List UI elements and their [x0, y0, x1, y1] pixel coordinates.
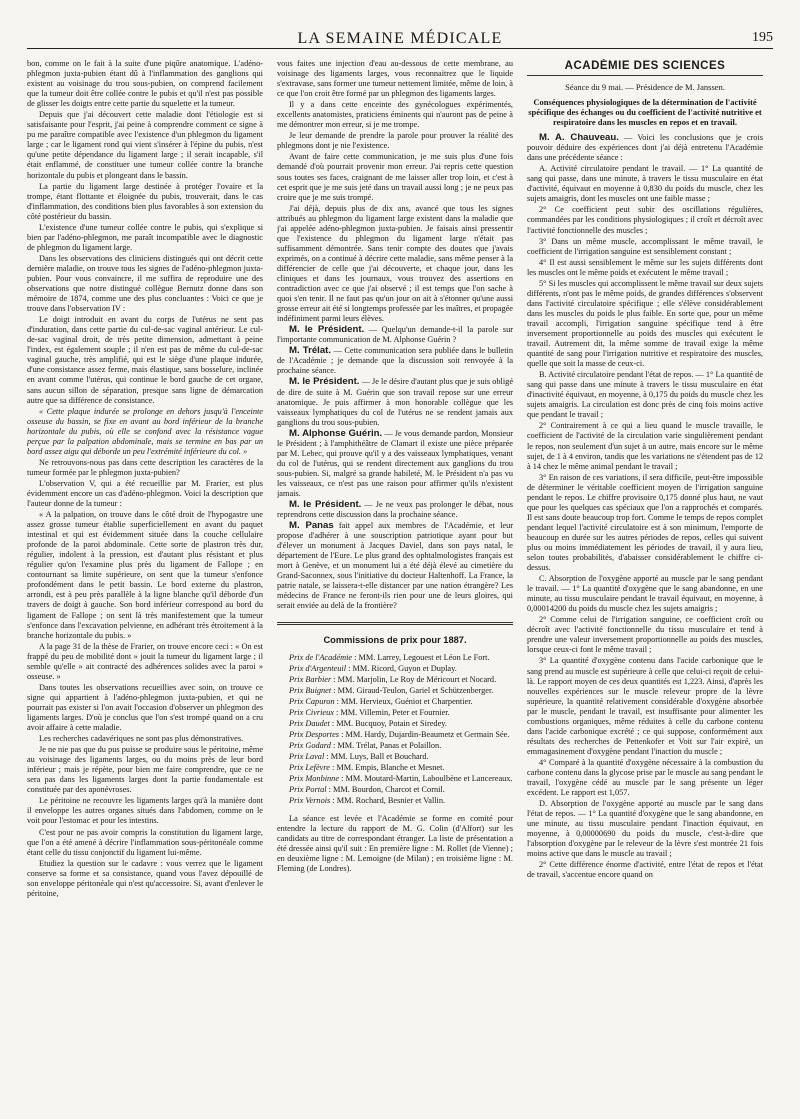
page: [27, 28, 773, 1119]
section-title: ACADÉMIE DES SCIENCES: [564, 60, 726, 72]
prize-members: : MM. Luys, Ball et Bouchard.: [324, 752, 429, 761]
speaker-name: M. le Président.: [289, 376, 360, 388]
prize-entry: [277, 785, 513, 795]
paragraph: Le doigt introduit en avant du corps de l'utérus ne sent pas d'induration, dans cette partie du cul-de-sac vaginal antérieur. Le cul-de-sac vaginal droit, de très petite dimension, admettant à peine l'index, est également souple ; il n'en est pas de même du cul-de-sac vaginal gauche, très amplifié, qui est le siège d'une plaque indurée, d'une consistance assez ferme, mais élastique, sans bosselure, inclinée en avant comme l'utérus, qui continue le bord gauche de cet organe, sans aucun sillon de séparation, presque sans ligne de démarcation autre que sa différence de consistance.: [27, 315, 263, 405]
speech-text: — Je vous demande pardon, Monsieur le Président ; à l'amphithéâtre de Clamart il existe une pièce préparée par M. Lebec, qui prouve qu'il y a des vaisseaux lymphatiques, venant du col de l'utérus, qui se rendent directement aux ganglions du trou sous-pubien. Si, malgré sa grande habileté, M. le Président n'a pas vu les vaisseaux, ce n'est pas une raison pour affirmer qu'ils n'existent jamais.: [277, 428, 513, 498]
prize-entry: [277, 763, 513, 773]
section-divider: [277, 622, 513, 625]
section-title-rule: [527, 75, 763, 76]
intro-text: — Voici les conclusions que je crois pouvoir déduire des expériences dont j'ai déjà entretenu l'Académie dans une précédente séance :: [527, 133, 763, 163]
prize-entry: [277, 653, 513, 663]
prize-name: Prix Desportes: [289, 729, 340, 739]
paragraph: Je ne nie pas que du pus puisse se produire sous le péritoine, même au voisinage des ligaments larges, ou du moins près de leur bord inférieur ; mais je répète, pour bien me faire comprendre, que ce ne sera pas dans les ligaments larges dont la partie fondamentale est constituée par des aponévroses.: [27, 745, 263, 795]
speaker-name: M. le Président.: [289, 499, 362, 511]
prize-entry: [277, 796, 513, 806]
columns: [27, 59, 773, 1119]
speaker-name: M. Alphonse Guérin.: [289, 427, 383, 439]
speech-text: — Cette communication sera publiée dans le bulletin de l'Académie ; je demande que la discussion soit renvoyée à la prochaine séance.: [277, 346, 513, 376]
prize-entry: [277, 697, 513, 707]
conclusion-paragraph: 2° Cette différence énorme d'activité, entre l'état de repos et l'état de travail, s'accentue encore quand on: [527, 860, 763, 880]
paragraph: Il y a dans cette enceinte des gynécologues expérimentés, excellents anatomistes, praticiens éminents qui n'auront pas de peine à me démontrer mon erreur, si je me trompe.: [277, 100, 513, 130]
paragraph: Je leur demande de prendre la parole pour prouver la réalité des phlegmons dont je nie l'existence.: [277, 131, 513, 151]
conclusion-paragraph: 4° Il est aussi sensiblement le même sur les sujets différents dont les muscles ont le même poids et exécutent le même travail ;: [527, 257, 763, 277]
speaker-name: M. Panas: [289, 520, 334, 532]
prize-entry: [277, 719, 513, 729]
prize-name: Prix d'Argenteuil: [289, 663, 346, 673]
paragraph: Depuis que j'ai découvert cette maladie dont l'étiologie est si satisfaisante pour l'esprit, j'ai peine à comprendre comment ce signe à pu me paraître compatible avec l'existence d'un phlegmon du ligament large ; car le ligament rond qui vient s'insérer à l'épine du pubis, n'est qu'une petite dépendance du ligament large ; il serait incapable, s'il était enflammé, de constituer une tumeur collée contre la branche horizontale du pubis et plongeant dans le bassin.: [27, 110, 263, 180]
prize-entry: [277, 664, 513, 674]
speech-text: fait appel aux membres de l'Académie, et leur propose d'adhérer à une souscription patriotique ayant pour but d'élever un monument à Jacques Daviel, dans son pays natal, le département de l'Eure. Le plus grand des ophtalmologistes français est mort à Genève, et un monument lui a été déjà élevé au cimetière du Grand-Saconnex, sous l'initiative du docteur Haltenhoff. La France, la patrie natale, se laissera-t-elle distancer par une nation étrangère? Les médecins de France ne feront-ils rien pour une de leurs gloires, qui serait enviée au delà de la frontière?: [277, 521, 513, 611]
paragraph: Les recherches cadavériques ne sont pas plus démonstratives.: [39, 734, 244, 744]
conclusion-paragraph: 5° Si les muscles qui accomplissent le même travail sur deux sujets différents, n'ont pas le même poids, de grandes différences s'observent dans l'activité circulatoire spécifique ; elle s'élève considérablement dans les muscles du poids le plus faible. En sorte que, pour un même travail accompli, l'irrigation sanguine spécifique tend à être inversement proportionnelle au poids des muscles qui exécutent le travail. Autrement dit, la même somme de travail exige la même quantité de sang pour l'irrigation nutritive et respiratoire des muscles, quelle que soit la masse de ceux-ci.: [527, 278, 763, 369]
prize-members: : MM. Hervieux, Guéniot et Charpentier.: [334, 696, 473, 706]
paragraph: Dans les observations des cliniciens distingués qui ont décrit cette dernière maladie, on trouve tous les signes de l'adéno-phlegmon juxta-pubien. Pour vous convaincre, il me suffira de reproduire une des observations que notre distingué collègue Bernutz donne dans son mémoire de 1874, comme une des plus concluantes : Voici ce que je trouve dans l'observation IV :: [27, 253, 263, 314]
speaker-name: M. A. Chauveau.: [539, 132, 619, 144]
paragraph: Dans toutes les observations recueillies avec soin, on trouve ce signe qui appartient à l'adéno-phlegmon juxta-pubien, et qui ne pourrait pas exister si l'on avait l'occasion d'observer un phlegmon des ligaments larges. D'où je conclus que l'on s'est trompé quand on a cru avoir affaire à cette maladie.: [27, 682, 263, 733]
prize-name: Prix Laval: [289, 752, 325, 761]
prize-members: : MM. Rochard, Besnier et Vallin.: [330, 796, 446, 806]
debate-entry: [277, 377, 513, 427]
prize-name: Prix Capuron: [289, 696, 335, 706]
speech-text: — Quelqu'un demande-t-il la parole sur l'importante communication de M. Alphonse Guérin ?: [277, 325, 513, 345]
paragraph: Ne retrouvons-nous pas dans cette description les caractères de la tumeur formée par le phlegmon juxta-pubien?: [27, 457, 263, 477]
speaker-name: M. Trélat.: [289, 345, 332, 357]
paragraph: A la page 31 de la thèse de Frarier, on trouve encore ceci : « On est frappé du peu de mobilité dont » jouit la tumeur du ligament large ; il semble qu'elle » ait contracté des adhérences solides avec la paroi » osseuse. »: [27, 641, 263, 681]
page-number: 195: [752, 30, 773, 45]
prize-name: Prix Buignet: [289, 685, 332, 695]
paragraph: C'est pour ne pas avoir compris la constitution du ligament large, que l'on a été amené à décrire l'inflammation sous-péritonéale comme étant celle du tissu conjonctif du ligament lui-même.: [27, 827, 263, 857]
prize-entry: [277, 686, 513, 696]
prize-entry: [277, 741, 513, 751]
prize-entry: [277, 708, 513, 718]
conclusion-paragraph: A. Activité circulatoire pendant le travail. — 1° La quantité de sang qui passe, dans une minute, à travers le tissu musculaire en état d'activité, équivaut en moyenne à 0,830 du poids du muscle, chez les sujets amaigris, dont les muscles ont une faible masse ;: [527, 164, 763, 204]
journal-title: LA SEMAINE MÉDICALE: [297, 30, 503, 47]
conclusion-paragraph: D. Absorption de l'oxygène apporté au muscle par le sang dans l'état de repos. — 1° La quantité d'oxygène que le sang abandonne, en une minute, au tissu musculaire pendant l'inaction équivaut, en moyenne, à 0,00000690 du poids du muscle, c'est-à-dire que l'absorption d'oxygène par le releveur de la lèvre s'est montrée 21 fois moins active que dans le muscle au travail ;: [527, 799, 763, 859]
column-3: [527, 59, 763, 1119]
conclusion-paragraph: 4° Comparé à la quantité d'oxygène nécessaire à la combustion du carbone contenu dans la glycose prise par le muscle au sang pendant le travail, l'oxygène cédé au muscle par le sang présente un léger excédent. Le rapport est 1,057.: [527, 757, 763, 798]
paragraph: vous faites une injection d'eau au-dessous de cette membrane, au voisinage des ligaments larges, vous reconnaitrez que le liquide s'extravase, sans former une tumeur nettement limitée, même de loin, à ce que l'on croit être formé par un phlegmon des ligaments larges.: [277, 59, 513, 99]
debate: [277, 325, 513, 611]
prize-members: : MM. Empis, Blanche et Mesnet.: [329, 763, 445, 773]
prize-members: : MM. Hardy, Dujardin-Beaumetz et Germain Sée.: [339, 729, 510, 739]
paragraph: Le péritoine ne recouvre les ligaments larges qu'à la manière dont il enveloppe les autres organes situés dans l'abdomen, comme on le voit pour l'estomac et pour les intestins.: [27, 796, 263, 826]
prize-members: : MM. Bourdon, Charcot et Cornil.: [326, 785, 445, 795]
prize-name: Prix Monbinne: [289, 774, 340, 784]
column-1: [27, 59, 263, 1119]
prize-entry: [277, 752, 513, 762]
paragraph: La partie du ligament large destinée à protéger l'ovaire et la trompe, étant flottante et éloignée du pubis, trouverait, dans le cas d'inflammation, des conditions bien plus favorables à son extension du côté postérieur du bassin.: [27, 181, 263, 221]
article-title: Conséquences physiologiques de la détermination de l'activité spécifique des échanges ou du coefficient de l'activité nutritive et respiratoire dans les muscles en repos et en travail.: [528, 97, 762, 128]
prize-name: Prix Barbier: [289, 674, 332, 684]
conclusion-paragraph: 3° La quantité d'oxygène contenu dans l'acide carbonique que le sang prend au muscle est supérieure à celle que celui-ci reçoit de celui-là. Le rapport moyen de ces deux quantités est 1,223. Ainsi, d'après les nouvelles expériences sur le muscle releveur propre de la lèvre supérieure, la quantité relativement considérable d'oxygène absorbée par le muscle, pendant le travail, est insuffisante pour alimenter les combustions organiques, même réduites à celle du carbone contenu dans l'acide carbonique excrété ; ce qui suppose, conformément aux résultats des recherches de Pettenkofer et Voit sur l'air expiré, un emmagasinement d'oxygène pendant l'inaction du muscle ;: [527, 656, 763, 756]
prize-members: : MM. Moutard-Martin, Laboulbène et Lancereaux.: [339, 774, 513, 784]
prize-name: Prix Vernois: [289, 796, 331, 806]
prize-name: Prix Civrieux: [289, 707, 334, 717]
speaker-name: M. le Président.: [289, 324, 365, 336]
prize-members: : MM. Ricord, Guyon et Duplay.: [346, 663, 457, 673]
paragraph: « A la palpation, on trouve dans le côté droit de l'hypogastre une assez grosse tumeur établie superficiellement en avant du paquet intestinal et qui est évidemment située dans la couche cellulaire profonde de la paroi abdominale. Cette sorte de plastron très dur, régulier, indolent à la pression, est d'autant plus résistant et plus régulier qu'on l'examine plus près du ligament de Fallope ; en contournant sa limite supérieure, on sent que la tumeur s'enfonce profondément dans le petit bassin. Le bord externe du plastron, arrondi, est à peu près parallèle à la ligne blanche qu'il déborde d'un travers de doigt à gauche. Son bord inférieur correspond au bord du ligament de Fallope ; on sent là très manifestement que la tumeur s'enfonce dans l'excavation pelvienne, en adhérant très étroitement à la branche horizontale du pubis. »: [27, 510, 263, 640]
commissions-title: Commissions de prix pour 1887.: [323, 634, 467, 645]
conclusion-paragraph: 2° Ce coefficient peut subir des oscillations régulières, commandées par les conditions physiologiques ; il croît et décroît avec l'activité fonctionnelle des muscles ;: [527, 205, 763, 235]
paragraph: Etudiez la question sur le cadavre : vous verrez que le ligament conserve sa forme et sa consistance, quand vous l'avez dépouillé de son enveloppe péritonéale qui n'est qu'accessoire. Si, avant d'enlever le péritoine,: [27, 858, 263, 898]
prize-list: [277, 653, 513, 807]
paragraph: « Cette plaque indurée se prolonge en dehors jusqu'à l'enceinte osseuse du bassin, se fixe en avant au bord inférieur de la branche horizontale du pubis, où elle se confond avec la résistance vague perçue par la palpation abdominale, mais se termine en bas par un bord assez aigu qui déborde un peu l'extrémité inférieure du col. »: [27, 406, 263, 456]
paragraph: L'existence d'une tumeur collée contre le pubis, qui s'explique si bien par l'adéno-phlegmon, me paraît incompatible avec le diagnostic de phlegmon du ligament large.: [27, 222, 263, 252]
paragraph: bon, comme on le fait à la suite d'une piqûre anatomique. L'adéno-phlegmon juxta-pubien étant dû à l'inflammation des ganglions qui existent au voisinage du trou sous-pubien, on comprend facilement que la tumeur doit être collée contre le pubis et qu'il n'est pas possible de glisser les doigts entre cette partie du squelette et la tumeur.: [27, 59, 263, 109]
debate-entry: [277, 521, 513, 611]
prize-members: : MM. Trélat, Panas et Polaillon.: [330, 740, 442, 750]
prize-name: Prix Lefèvre: [289, 763, 330, 773]
debate-entry: [277, 346, 513, 376]
paragraph: L'observation V, qui a été recueillie par M. Frarier, est plus évidemment encore un cas d'adéno-phlegmon. Voici la description que l'auteur donne de la tumeur :: [27, 478, 263, 509]
conclusion-paragraph: 3° En raison de ces variations, il sera difficile, peut-être impossible de déterminer le véritable coefficient moyen de l'irrigation sanguine pendant le repos. Le chiffre provisoire 0,175 donné plus haut, ne vaut que pour les quelques cas spéciaux que l'on a rapprochés et comparés. Il est sans doute beaucoup trop fort. Comme le temps de repos complet pendant lequel l'activité circulatoire est à son minimum, l'emporte de beaucoup en durée sur les autres périodes de repos, celles qui suivent plus ou moins immédiatement les périodes de travail, il y aura lieu, selon toutes probabilités, d'abaisser considérablement le chiffre ci-dessus.: [527, 472, 763, 573]
col2-intro-paragraphs: [277, 59, 513, 324]
conclusions: [527, 164, 763, 880]
debate-entry: [277, 325, 513, 345]
prize-name: Prix de l'Académie: [289, 652, 353, 662]
conclusion-paragraph: 2° Comme celui de l'irrigation sanguine, ce coefficient croît ou décroît avec l'activité fonctionnelle du tissu musculaire et tend à prendre une valeur inversement proportionnelle au poids des muscles, lorsque ceux-ci font le même travail ;: [527, 615, 763, 655]
conclusion-paragraph: B. Activité circulatoire pendant l'état de repos. — 1° La quantité de sang qui passe dans une minute à travers le tissu musculaire en état d'inactivité équivaut, en moyenne, à 0,175 du poids du muscle chez les sujets amaigris. La circulation est donc près de cinq fois moins active que pendant le travail ;: [527, 370, 763, 420]
prize-members: : MM. Larrey, Legouest et Léon Le Fort.: [352, 652, 490, 662]
conclusion-paragraph: C. Absorption de l'oxygène apporté au muscle par le sang pendant le travail. — 1° La quantité d'oxygène que le sang abandonne, en une minute, au tissu musculaire pendant le travail équivaut, en moyenne, à 0,00014200 du poids du muscle chez les sujets amaigris ;: [527, 574, 763, 614]
prize-members: : MM. Giraud-Teulon, Gariel et Schützenberger.: [331, 685, 494, 695]
prize-entry: [277, 675, 513, 685]
prize-members: : MM. Villemin, Peter et Fournier.: [333, 707, 450, 717]
running-head: [27, 28, 773, 49]
chauveau-intro: [527, 133, 763, 163]
prize-members: : MM. Bucquoy, Potain et Siredey.: [329, 718, 447, 728]
paragraph: Avant de faire cette communication, je me suis plus d'une fois demandé d'où pourrait provenir mon erreur. J'ai repris cette question sous toutes ses faces, craignant de me laisser aller trop loin, et c'est à cet esprit que je me suis jeté dans un travail aussi long ; je ne peux pas croire que je me suis trompé.: [277, 152, 513, 202]
prize-name: Prix Daudet: [289, 718, 330, 728]
debate-entry: [277, 429, 513, 499]
debate-entry: [277, 500, 513, 520]
prize-name: Prix Godard: [289, 740, 331, 750]
prize-name: Prix Portal: [289, 785, 327, 795]
paragraph: J'ai déjà, depuis plus de dix ans, avancé que tous les signes attribués au phlegmon du ligament large existent dans la maladie que j'ai appelée adéno-phlegmon juxta-pubien. Je faisais ainsi pressentir que l'existence du phlegmon du ligament large n'était pas suffisamment démontrée. Sans tenir compte des doutes que j'avais exprimés, on a continué à décrire cette maladie, sans même penser à la différencier de celle que j'ai découverte, et chaque jour, dans les cliniques et dans les journaux, vous trouvez des assertions en contradiction avec ce que j'ai observé ; il est temps que l'on sache à quoi s'en tenir. Il ne faut pas qu'un jour on ait à s'étonner qu'une aussi grosse erreur ait été si longtemps professée par les maîtres, et propagée indéfiniment parmi leurs élèves.: [277, 203, 513, 324]
prize-entry: [277, 730, 513, 740]
seance-line: Séance du 9 mai. — Présidence de M. Janssen.: [565, 82, 725, 93]
closing-paragraph: La séance est levée et l'Académie se forme en comité pour entendre la lecture du rapport de M. G. Colin (d'Alfort) sur les candidats au titre de correspondant étranger. La liste de présentation a été dressée ainsi qu'il suit : En première ligne : M. Rollet (de Vienne) ; en deuxième ligne : M. Lemoigne (de Milan) ; en troisième ligne : M. Fleming (de Londres).: [277, 814, 513, 874]
conclusion-paragraph: 3° Dans un même muscle, accomplissant le même travail, le coefficient de l'irrigation sanguine est sensiblement constant ;: [527, 236, 763, 256]
prize-members: : MM. Marjolin, Le Roy de Méricourt et Nocard.: [331, 674, 497, 684]
prize-entry: [277, 774, 513, 784]
conclusion-paragraph: 2° Contrairement à ce qui a lieu quand le muscle travaille, le coefficient de l'activité de la circulation varie singulièrement pendant le repos, non seulement d'un sujet à un autre, mais encore sur le même sujet, de 1 à 4 environ, tandis que les variations ne s'étendent pas de 12 à 14 chez le même animal pendant le travail ;: [527, 421, 763, 471]
column-2: [277, 59, 513, 1119]
speech-text: — Je le désire d'autant plus que je suis obligé de dire de suite à M. Guérin que son travail repose sur une erreur anatomique. Je puis affirmer à mon honorable collègue que les vaisseaux lymphatiques du col de l'utérus ne se rendent jamais aux ganglions du trou sous-pubien.: [277, 377, 513, 427]
speech-text: — Je ne veux pas prolonger le débat, nous reprendrons cette discussion dans la prochaine séance.: [277, 500, 513, 520]
